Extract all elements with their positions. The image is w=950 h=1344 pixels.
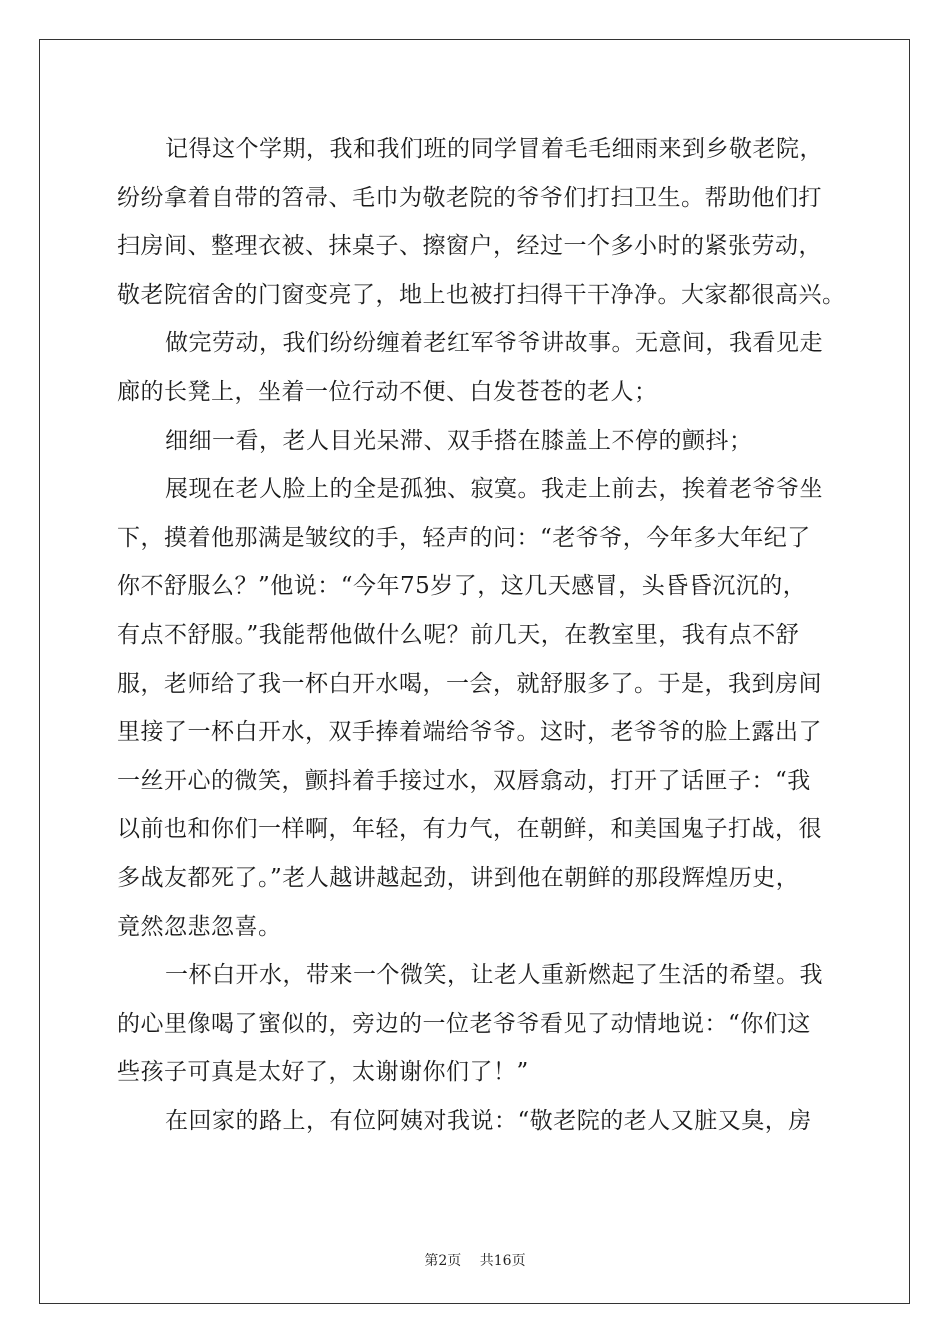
text-line: 一丝开心的微笑，颤抖着手接过水，双唇翕动，打开了话匣子：“我 [117, 767, 811, 794]
text-line: 展现在老人脸上的全是孤独、寂寞。我走上前去，挨着老爷爷坐 [165, 476, 823, 503]
text-line: 有点不舒服。”我能帮他做什么呢？前几天，在教室里，我有点不舒 [117, 621, 800, 648]
page-number-total: 共16页 [479, 1253, 526, 1269]
text-line: 服，老师给了我一杯白开水喝，一会，就舒服多了。于是，我到房间 [117, 670, 822, 697]
text-line: 细细一看，老人目光呆滞、双手搭在膝盖上不停的颤抖； [165, 427, 753, 454]
text-line: 纷纷拿着自带的笤帚、毛巾为敬老院的爷爷们打扫卫生。帮助他们打 [117, 184, 822, 211]
text-line: 做完劳动，我们纷纷缠着老红军爷爷讲故事。无意间，我看见走 [165, 330, 823, 357]
text-line: 竟然忽悲忽喜。 [117, 913, 282, 940]
text-line: 记得这个学期，我和我们班的同学冒着毛毛细雨来到乡敬老院， [165, 136, 823, 162]
text-line: 一杯白开水，带来一个微笑，让老人重新燃起了生活的希望。我 [165, 962, 823, 989]
text-line: 在回家的路上，有位阿姨对我说：“敬老院的老人又脏又臭，房 [165, 1107, 812, 1134]
text-line: 的心里像喝了蜜似的，旁边的一位老爷爷看见了动情地说：“你们这 [117, 1010, 811, 1037]
text-line: 里接了一杯白开水，双手捧着端给爷爷。这时，老爷爷的脸上露出了 [117, 719, 822, 746]
text-line: 以前也和你们一样啊，年轻，有力气，在朝鲜，和美国鬼子打战，很 [117, 816, 822, 843]
text-line: 些孩子可真是太好了，太谢谢你们了！” [117, 1059, 529, 1086]
page-number-current: 第2页 [424, 1253, 462, 1269]
text-line: 你不舒服么？”他说：“今年75岁了，这几天感冒，头昏昏沉沉的， [117, 573, 807, 600]
text-line: 下，摸着他那满是皱纹的手，轻声的问：“老爷爷，今年多大年纪了 [117, 524, 811, 551]
text-line: 多战友都死了。”老人越讲越起劲，讲到他在朝鲜的那段辉煌历史， [117, 864, 800, 891]
text-line: 敬老院宿舍的门窗变亮了，地上也被打扫得干干净净。大家都很高兴。 [117, 281, 846, 308]
page-footer [0, 1250, 950, 1270]
text-line: 廊的长凳上，坐着一位行动不便、白发苍苍的老人； [117, 378, 658, 405]
document-body [117, 125, 857, 1145]
text-line: 扫房间、整理衣被、抹桌子、擦窗户，经过一个多小时的紧张劳动， [117, 233, 822, 260]
